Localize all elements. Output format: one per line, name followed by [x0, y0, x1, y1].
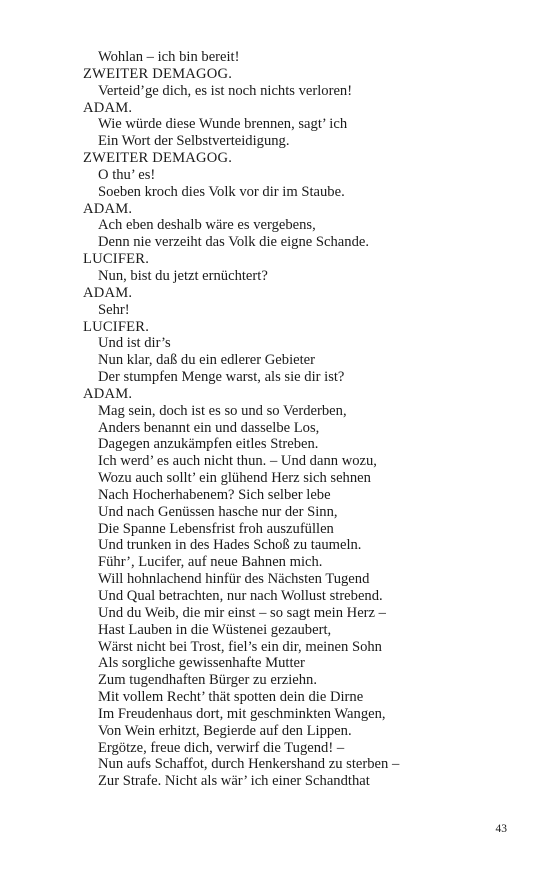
verse-line: Ich werd’ es auch nicht thun. – Und dann wozu,: [98, 453, 377, 470]
verse-line: Nun, bist du jetzt ernüchtert?: [98, 267, 268, 284]
verse-line: Ergötze, freue dich, verwirf die Tugend! –: [98, 739, 345, 756]
verse-line: Führ’, Lucifer, auf neue Bahnen mich.: [98, 554, 323, 571]
verse-line: Und du Weib, die mir einst – so sagt mein Herz –: [98, 604, 386, 621]
verse-line: Soeben kroch dies Volk vor dir im Staube.: [98, 183, 345, 200]
verse-line: Und ist dir’s: [98, 335, 171, 352]
verse-line: Ach eben deshalb wäre es vergebens,: [98, 217, 316, 234]
verse-line: Verteid’ge dich, es ist noch nichts verloren!: [98, 82, 353, 99]
verse-line: Nach Hocherhabenem? Sich selber lebe: [98, 486, 331, 503]
verse-line: Im Freudenhaus dort, mit geschminkten Wangen,: [98, 705, 386, 722]
speaker-name: ADAM.: [83, 200, 133, 217]
verse-line: Von Wein erhitzt, Begierde auf den Lippen.: [98, 722, 352, 739]
speaker-name: ADAM.: [83, 385, 133, 402]
verse-line: Anders benannt ein und dasselbe Los,: [98, 419, 320, 436]
verse-line: Zum tugendhaften Bürger zu erziehn.: [98, 672, 317, 689]
verse-line: Wohlan – ich bin bereit!: [98, 49, 240, 65]
verse-line: Will hohnlachend hinfür des Nächsten Tugend: [98, 571, 370, 588]
verse-line: Die Spanne Lebensfrist froh auszufüllen: [98, 520, 334, 537]
verse-line: Mag sein, doch ist es so und so Verderben,: [98, 402, 347, 419]
verse-line: Und nach Genüssen hasche nur der Sinn,: [98, 503, 338, 520]
page-number: 43: [495, 823, 507, 835]
verse-line: Zur Strafe. Nicht als wär’ ich einer Schandthat: [98, 773, 370, 790]
verse-line: Dagegen anzukämpfen eitles Streben.: [98, 436, 319, 453]
verse-line: Nun aufs Schaffot, durch Henkershand zu sterben –: [98, 756, 400, 773]
verse-line: Und Qual betrachten, nur nach Wollust strebend.: [98, 588, 383, 604]
verse-line: Und trunken in des Hades Schoß zu taumeln.: [98, 537, 362, 554]
speaker-name: ADAM.: [83, 284, 133, 301]
verse-line: Nun klar, daß du ein edlerer Gebieter: [98, 352, 316, 369]
speaker-name: ZWEITER DEMAGOG.: [83, 150, 233, 167]
speaker-name: ZWEITER DEMAGOG.: [83, 65, 233, 82]
speaker-name: LUCIFER.: [83, 251, 150, 268]
verse-line: O thu’ es!: [98, 166, 156, 183]
verse-line: Sehr!: [98, 301, 130, 318]
verse-line: Als sorgliche gewissenhafte Mutter: [98, 655, 305, 672]
verse-line: Ein Wort der Selbstverteidigung.: [98, 133, 290, 150]
speaker-name: LUCIFER.: [83, 318, 150, 335]
verse-line: Wärst nicht bei Trost, fiel’s ein dir, meinen Sohn: [98, 638, 382, 655]
verse-line: Der stumpfen Menge warst, als sie dir ist?: [98, 369, 345, 386]
speaker-name: ADAM.: [83, 99, 133, 116]
verse-line: Mit vollem Recht’ thät spotten dein die Dirne: [98, 689, 364, 706]
dialogue-text: [83, 49, 523, 790]
verse-line: Wozu auch sollt’ ein glühend Herz sich sehnen: [98, 470, 371, 487]
verse-line: Wie würde diese Wunde brennen, sagt’ ich: [98, 116, 348, 133]
verse-line: Denn nie verzeiht das Volk die eigne Schande.: [98, 234, 369, 251]
verse-line: Hast Lauben in die Wüstenei gezaubert,: [98, 621, 332, 638]
